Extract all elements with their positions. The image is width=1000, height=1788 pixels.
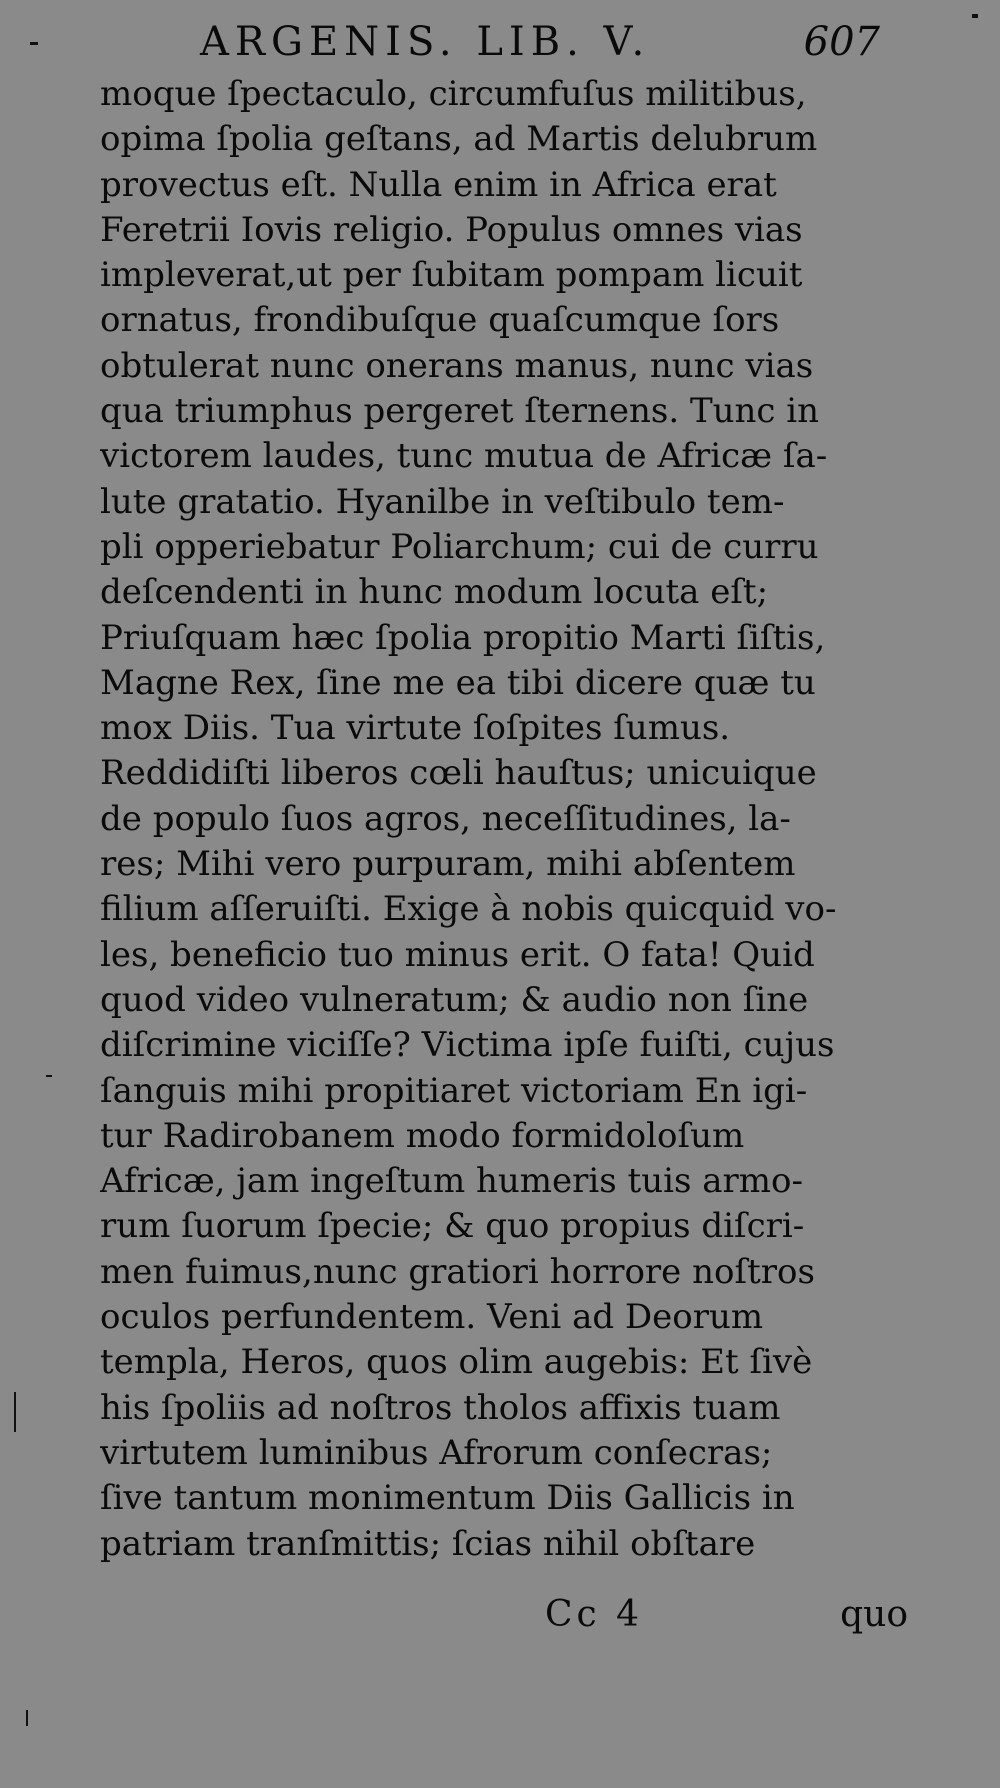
text-line: patriam tranſmittis; ſcias nihil obſtare (100, 1523, 756, 1564)
catchword: quo (840, 1594, 908, 1635)
text-line: quod video vulneratum; & audio non ſine (100, 979, 809, 1020)
text-line: templa, Heros, quos olim augebis: Et ſivè (100, 1342, 813, 1383)
text-line: ſive tantum monimentum Diis Gallicis in (100, 1478, 795, 1519)
text-line: tur Radirobanem modo formidoloſum (100, 1115, 745, 1156)
text-line: Priuſquam hæc ſpolia propitio Marti ſiſtis, (100, 617, 826, 658)
text-line: provectus eſt. Nulla enim in Africa erat (100, 164, 777, 205)
text-line: oculos perfundentem. Veni ad Deorum (100, 1297, 764, 1338)
text-line: res; Mihi vero purpuram, mihi abſentem (100, 844, 796, 885)
text-line: Africæ, jam ingeſtum humeris tuis armo- (100, 1161, 803, 1202)
text-line: Magne Rex, ſine me ea tibi dicere quæ tu (100, 662, 816, 703)
text-line: virtutem luminibus Afrorum conſecras; (100, 1432, 773, 1473)
page-number: 607 (803, 19, 880, 65)
text-line: men fuimus,nunc gratiori horrore noſtros (100, 1251, 815, 1292)
text-line: les, beneficio tuo minus erit. O fata! Quid (100, 934, 815, 975)
text-line: victorem laudes, tunc mutua de Africæ ſa- (100, 436, 828, 477)
running-head: ARGENIS. LIB. V. (200, 19, 651, 65)
text-line: opima ſpolia geſtans, ad Martis delubrum (100, 119, 818, 160)
page-footer (100, 1590, 920, 1640)
text-line: moque ſpectaculo, circumfuſus militibus, (100, 74, 807, 114)
text-line: de populo ſuos agros, neceſſitudines, la- (100, 798, 791, 839)
scan-speck (26, 1710, 28, 1726)
scan-speck (972, 14, 978, 18)
text-line: mox Diis. Tua virtute ſoſpites ſumus. (100, 708, 731, 749)
page-header (200, 18, 900, 66)
text-line: diſcrimine viciſſe? Victima ipſe fuiſti, cujus (100, 1025, 835, 1066)
text-line: ornatus, frondibuſque quaſcumque ſors (100, 300, 780, 341)
text-line: deſcendenti in hunc modum locuta eſt; (100, 572, 769, 613)
scan-speck (14, 1392, 16, 1432)
text-line: Feretrii Iovis religio. Populus omnes vias (100, 209, 803, 250)
text-line: qua triumphus pergeret ſternens. Tunc in (100, 391, 820, 432)
signature-mark: Cc 4 (545, 1594, 644, 1635)
text-line: obtulerat nunc onerans manus, nunc vias (100, 345, 814, 386)
text-line: his ſpoliis ad noſtros tholos affixis tuam (100, 1387, 781, 1428)
text-line: rum ſuorum ſpecie; & quo propius diſcri- (100, 1206, 805, 1247)
text-line: pli opperiebatur Poliarchum; cui de curru (100, 526, 819, 567)
text-line: impleverat,ut per ſubitam pompam licuit (100, 255, 803, 296)
text-line: ſanguis mihi propitiaret victoriam En igi- (100, 1070, 808, 1111)
scan-speck (30, 42, 38, 45)
text-line: lute gratatio. Hyanilbe in veſtibulo tem- (100, 481, 785, 522)
body-text (100, 72, 920, 1567)
scan-speck (46, 1075, 52, 1077)
text-line: filium aſſeruiſti. Exige à nobis quicquid vo- (100, 889, 837, 930)
text-line: Reddidiſti liberos cœli hauſtus; unicuique (100, 753, 817, 794)
